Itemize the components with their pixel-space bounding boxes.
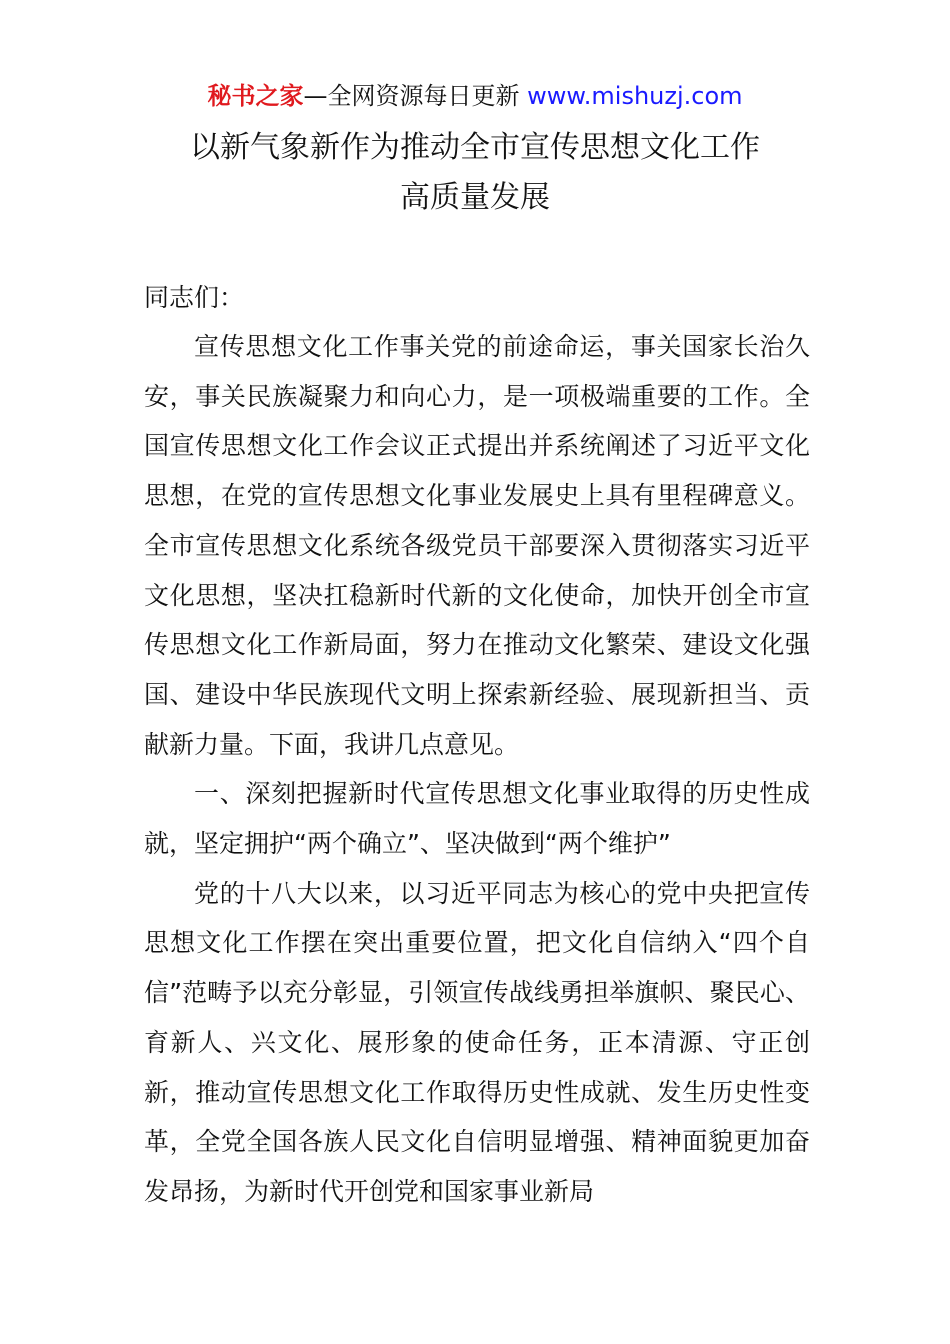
site-link[interactable]: www.mishuzj.com <box>527 82 743 110</box>
paragraph-section-1: 党的十八大以来，以习近平同志为核心的党中央把宣传思想文化工作摆在突出重要位置，把文化自信纳入“四个自信”范畴予以充分彰显，引领宣传战线勇担举旗帜、聚民心、育新人、兴文化、展形象的使命任务，正本清源、守正创新，推动宣传思想文化工作取得历史性成就、发生历史性变革，全党全国各族人民文化自信明显增强、精神面貌更加奋发昂扬，为新时代开创党和国家事业新局 <box>144 878 810 1206</box>
section-heading-1: 一、深刻把握新时代宣传思想文化事业取得的历史性成就，坚定拥护“两个确立”、坚决做到“两个维护” <box>144 779 810 859</box>
paragraph-intro: 宣传思想文化工作事关党的前途命运，事关国家长治久安，事关民族凝聚力和向心力，是一项极端重要的工作。全国宣传思想文化工作会议正式提出并系统阐述了习近平文化思想，在党的宣传思想文化事业发展史上具有里程碑意义。全市宣传思想文化系统各级党员干部要深入贯彻落实习近平文化思想，坚决扛稳新时代新的文化使命，加快开创全市宣传思想文化工作新局面，努力在推动文化繁荣、建设文化强国、建设中华民族现代文明上探索新经验、展现新担当、贡献新力量。下面，我讲几点意见。 <box>144 332 810 759</box>
site-banner <box>0 80 950 112</box>
brand-name: 秘书之家 <box>207 82 304 110</box>
salutation: 同志们： <box>144 283 245 312</box>
document-title-line-1: 以新气象新作为推动全市宣传思想文化工作 <box>190 130 760 165</box>
banner-tagline: —全网资源每日更新 <box>303 82 528 110</box>
document-title-line-2: 高质量发展 <box>400 180 550 215</box>
document-body <box>144 322 810 1217</box>
